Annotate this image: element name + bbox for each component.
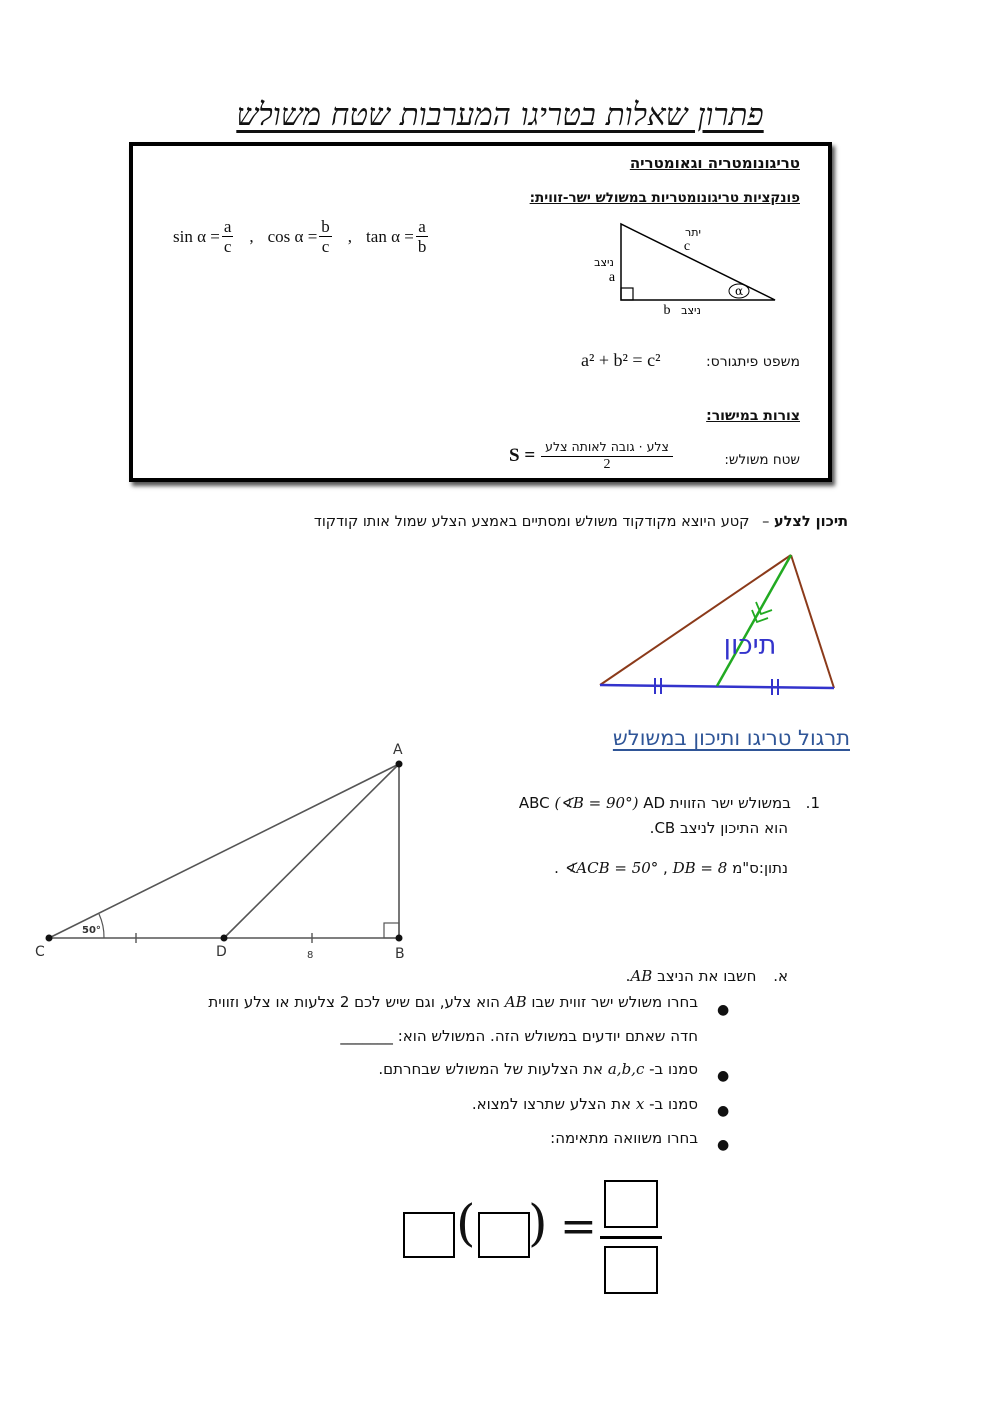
part-a-math: AB [630, 967, 653, 985]
area-den: 2 [603, 456, 611, 472]
sin-lhs: sin α = [173, 226, 220, 246]
plane-shapes-heading: צורות במישור: [706, 408, 800, 424]
median-line [717, 555, 791, 686]
triangle-right-side [791, 555, 834, 688]
bullet-4: בחרו משוואה מתאימה: [550, 1129, 698, 1147]
area-num: צלע · גובה לאותה צלע [541, 441, 673, 457]
angle-label: 50° [82, 925, 101, 936]
part-a-letter: א. [773, 967, 788, 985]
bullet-1-line2 [340, 1027, 698, 1045]
triangle-area-label: שטח משולש: [724, 452, 800, 468]
median-term: תיכון לצלע [773, 514, 848, 530]
point-C [46, 935, 53, 942]
median-AD [224, 764, 399, 938]
given-end: . [554, 859, 559, 877]
question1-angle-b: (∢B = 90°) [554, 794, 639, 812]
median-text: קטע היוצא מקודקוד משולש ומסתיים באמצע הצלע שמול אותו קודקוד [313, 514, 750, 530]
leg-a-letter-label: a [608, 270, 616, 285]
leg-b-letter-label: b [663, 303, 671, 314]
page-title: פתרון שאלות בטריגו המערבות שטח משולש [236, 97, 764, 133]
point-B [396, 935, 403, 942]
cos-num: b [321, 217, 330, 236]
segment-label: 8 [307, 950, 314, 961]
bullet-3-text-b: את הצלע שתרצו למצוא. [471, 1095, 632, 1113]
right-angle-marker [621, 288, 633, 300]
bullet-2-text-a: סמנו ב- [649, 1060, 698, 1078]
given-unit: ס"מ [732, 859, 759, 877]
bullet-dot: ● [717, 1137, 730, 1153]
cos-den: c [321, 237, 330, 256]
section-heading: תרגול טריגו ותיכון במשולש [612, 726, 850, 750]
tan-lhs: tan α = [366, 226, 414, 246]
bullet-3-math: x [635, 1095, 645, 1113]
cos-lhs: cos α = [267, 226, 318, 246]
bullet-2-math: a,b,c [607, 1060, 645, 1078]
right-triangle-diagram [573, 214, 793, 314]
median-figure [590, 548, 845, 698]
separator: , [249, 226, 254, 246]
question1-given: נתון:ס"מ DB = 8 , ∢ACB = 50° . [554, 859, 788, 877]
trig-formulas [173, 218, 430, 255]
question1-number: 1. [805, 794, 820, 812]
hyp-word-label: יתר [685, 226, 701, 239]
point-A [396, 761, 403, 768]
close-paren: ) [528, 1194, 548, 1252]
part-a-end: . [625, 967, 631, 985]
given-angle: ∢ACB = 50° [563, 859, 659, 877]
area-lhs: S = [509, 445, 536, 467]
equals-sign: = [560, 1201, 597, 1252]
question1-line1-text: במשולש ישר הזווית ABC [518, 794, 791, 812]
leg-b-word-label: ניצב [681, 304, 701, 314]
separator: , [347, 226, 353, 246]
label-C: C [35, 944, 45, 960]
bullet-2-text-b: את הצלעות של המשולש שבחרתם. [378, 1060, 604, 1078]
pythagoras-label: משפט פיתגורס: [705, 354, 800, 370]
hyp-letter-label: c [683, 239, 691, 254]
pythagoras-formula: a² + b² = c² [581, 350, 661, 370]
fraction-bar [600, 1236, 662, 1239]
bullet-dot: ● [717, 1068, 730, 1084]
bullet-1-text-a: בחרו משולש ישר זווית שבו [531, 993, 698, 1011]
bullet-1-line2-text: חדה שאתם יודעים במשולש הזה. המשולש הוא: [397, 1027, 698, 1045]
denominator-box[interactable] [604, 1246, 658, 1294]
formula-box [129, 142, 832, 482]
bullet-2 [378, 1060, 698, 1078]
point-D [221, 935, 228, 942]
area-fraction [541, 441, 673, 472]
label-B: B [395, 946, 405, 962]
sin-fraction [222, 218, 234, 255]
tan-num: a [418, 217, 426, 236]
question1-line1 [519, 794, 820, 812]
cos-fraction [319, 218, 332, 255]
open-paren: ( [456, 1194, 476, 1252]
part-a-text: חשבו את הניצב [657, 967, 757, 985]
question1-median: AD [643, 794, 666, 812]
label-A: A [393, 742, 403, 758]
triangle-answer-blank[interactable]: _______ [340, 1027, 393, 1045]
bullet-dot: ● [717, 1103, 730, 1119]
median-definition [250, 514, 848, 530]
bullet-1-line1 [208, 993, 698, 1011]
area-formula [509, 441, 675, 472]
tan-den: b [417, 237, 427, 256]
median-dash: – [762, 514, 770, 530]
bullet-1-text-b: הוא צלע, וגם שיש לכם 2 צלעות או צלע וזווית [208, 993, 500, 1011]
angle-box[interactable] [478, 1212, 530, 1258]
median-figure-label: תיכון [723, 630, 777, 661]
tan-fraction [416, 218, 429, 255]
numerator-box[interactable] [604, 1180, 658, 1228]
sin-den: c [223, 237, 232, 256]
trig-functions-heading: פונקציות טריגונומטריות במשולש ישר-זווית: [529, 190, 800, 206]
angle-alpha-label: α [734, 284, 744, 298]
sin-num: a [223, 217, 232, 236]
question-triangle-figure [30, 738, 420, 968]
part-a [626, 967, 788, 985]
given-db: DB = 8 [672, 859, 728, 877]
label-D: D [216, 944, 227, 960]
bullet-1-math: AB [504, 993, 527, 1011]
function-box[interactable] [403, 1212, 455, 1258]
bullet-3 [472, 1095, 698, 1113]
side-CA [49, 764, 399, 938]
leg-a-word-label: ניצב [594, 256, 614, 269]
given-label: נתון: [758, 859, 788, 877]
question1-line2: הוא התיכון לניצב CB. [649, 819, 788, 837]
formula-box-heading: טריגונומטריה וגאומטריה [629, 154, 800, 172]
bullet-dot: ● [717, 1002, 730, 1018]
bullet-3-text-a: סמנו ב- [649, 1095, 698, 1113]
